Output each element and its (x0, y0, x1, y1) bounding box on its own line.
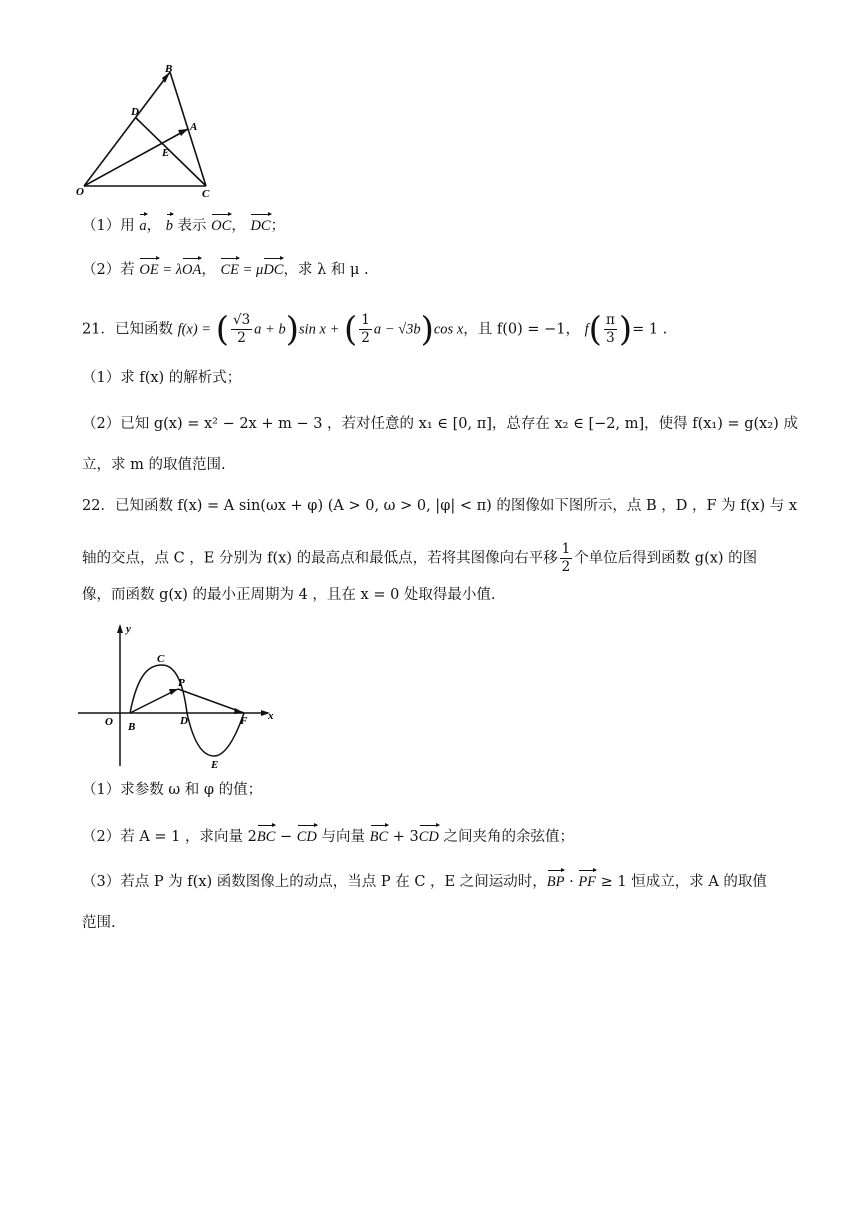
vector-dc-2: DC (263, 262, 284, 278)
vector-a: a (139, 218, 147, 234)
q21-stem: 21．已知函数 f(x) = ( $\frac{√3}{2}$ a + b)sin x + ( $\frac{1}{2}$ a − √3b)cos x，且 f(0) = −1， f( $\frac{\pi}{3}$ )= 1 . (82, 309, 668, 350)
segment-oa (84, 129, 188, 186)
label-d2: D (180, 715, 188, 727)
label-d: D (131, 106, 139, 118)
label-e: E (162, 147, 170, 159)
vector-cd-2: CD (418, 829, 439, 845)
q22-part2: （2）若 A = 1 ，求向量 2BC − CD 与向量 BC + 3CD 之间夹角的余弦值； (82, 829, 575, 845)
sine-curve (130, 665, 244, 756)
label-p: P (178, 677, 185, 689)
fraction-pi-3: $\frac{\pi}{3}$ (605, 312, 615, 346)
sine-graph-figure (72, 620, 282, 770)
label-b2: B (128, 721, 136, 733)
vector-bc-2: BC (369, 829, 389, 845)
label-o: O (76, 186, 84, 198)
vector-pf (178, 689, 244, 713)
label-x: x (268, 710, 274, 722)
vector-cd: CD (296, 829, 317, 845)
arrow-p (169, 689, 178, 695)
paren-left: ( (215, 309, 229, 350)
vector-oa: OA (182, 262, 202, 278)
vector-ce: CE (220, 262, 239, 278)
label-f: F (240, 715, 248, 727)
label-e2: E (211, 759, 219, 770)
q22-part1: （1）求参数 ω 和 φ 的值； (82, 782, 263, 798)
label-b: B (165, 63, 173, 75)
arrow-a (178, 129, 188, 136)
q22-part3-line1: （3）若点 P 为 f(x) 函数图像上的动点，当点 P 在 C ，E 之间运动时，BP · PF ≥ 1 恒成立，求 A 的取值 (82, 874, 767, 890)
fraction-sqrt3-2: $\frac{√3}{2}$ (232, 312, 251, 346)
q21-part2-line2: 立，求 m 的取值范围. (82, 457, 226, 473)
q22-stem-line3: 像，而函数 g(x) 的最小正周期为 4 ，且在 x = 0 处取得最小值. (82, 587, 496, 603)
label-y: y (126, 623, 131, 635)
q20-part2: （2）若 OE = λOA， CE = μDC，求 λ 和 μ . (82, 262, 369, 278)
label-c: C (202, 188, 210, 200)
q21-part2-line1: （2）已知 g(x) = x² − 2x + m − 3 ，若对任意的 x₁ ∈ [0, π]，总存在 x₂ ∈ [−2, m]，使得 f(x₁) = g(x₂) 成 (82, 416, 798, 432)
fraction-1-2: $\frac{1}{2}$ (361, 312, 370, 346)
vector-oe: OE (139, 262, 159, 278)
vector-dc: DC (250, 218, 271, 234)
fraction-half: $\frac{1}{2}$ (561, 541, 571, 575)
arrow-f (234, 708, 244, 714)
vector-pf-text: PF (578, 874, 597, 890)
q21-part1: （1）求 f(x) 的解析式； (82, 370, 242, 386)
segment-ob (84, 72, 170, 186)
triangle-figure (70, 62, 230, 202)
vector-b: b (165, 218, 173, 234)
label-a: A (190, 121, 198, 133)
q20-part1: （1）用 a， b 表示 OC， DC； (82, 218, 286, 234)
q22-stem-line2: 轴的交点，点 C ，E 分别为 f(x) 的最高点和最低点，若将其图像向右平移 $\frac{1}{2}$ 个单位后得到函数 g(x) 的图 (82, 541, 758, 575)
label-c2: C (157, 653, 165, 665)
q22-stem-line1: 22．已知函数 f(x) = A sin(ωx + φ) (A > 0, ω > 0, |φ| < π) 的图像如下图所示，点 B ，D ，F 为 f(x) 与 x (82, 498, 798, 514)
label-o2: O (105, 716, 113, 728)
vector-bc: BC (256, 829, 276, 845)
vector-oc: OC (211, 218, 232, 234)
y-arrow (117, 624, 123, 633)
q22-part3-line2: 范围. (82, 915, 116, 931)
vector-bp-text: BP (546, 874, 565, 890)
